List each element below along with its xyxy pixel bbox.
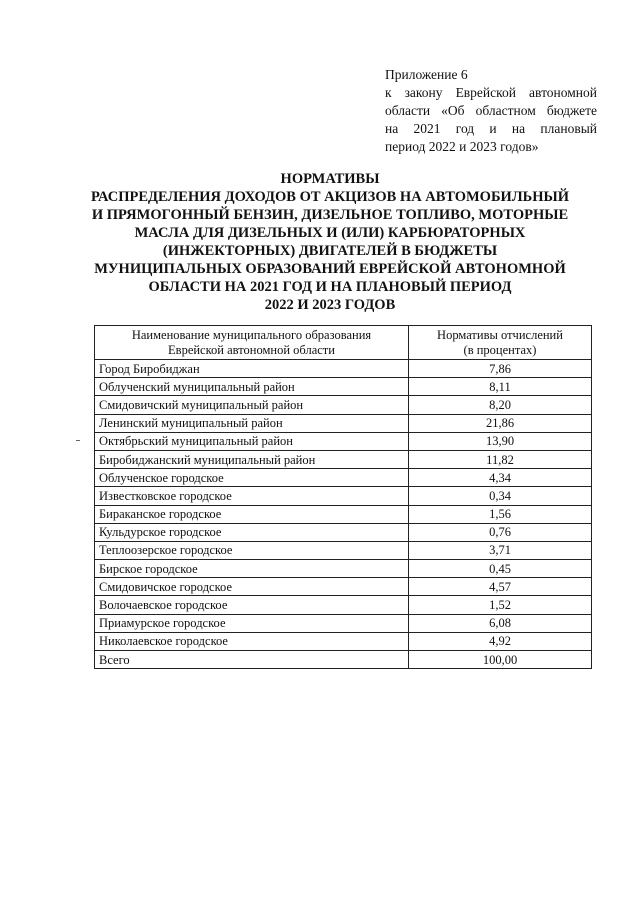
municipality-name: Известковское городское [95, 487, 409, 505]
table-row [95, 378, 592, 396]
annex-text-line: к закону Еврейской автономной [385, 85, 597, 100]
municipality-name: Смидовичское городское [95, 578, 409, 596]
scan-artifact [76, 440, 80, 441]
title-line: МУНИЦИПАЛЬНЫХ ОБРАЗОВАНИЙ ЕВРЕЙСКОЙ АВТОНОМНОЙ [94, 261, 566, 277]
column-header-name-line: Еврейской автономной области [168, 342, 335, 357]
allocation-percent: 1,52 [409, 596, 592, 614]
municipality-name: Всего [95, 651, 409, 669]
allocation-percent: 4,92 [409, 632, 592, 650]
annex-text-line: период 2022 и 2023 годов» [385, 139, 539, 154]
municipality-name: Кульдурское городское [95, 523, 409, 541]
allocation-percent: 8,20 [409, 396, 592, 414]
annex-text-line: области «Об областном бюджете [385, 103, 597, 118]
column-header-value-line: Нормативы отчислений [437, 327, 563, 342]
allocation-percent: 100,00 [409, 651, 592, 669]
title-line: (ИНЖЕКТОРНЫХ) ДВИГАТЕЛЕЙ В БЮДЖЕТЫ [162, 243, 498, 259]
annex-text-line: на 2021 год и на плановый [385, 121, 597, 136]
column-header-name [95, 326, 409, 360]
title-line: НОРМАТИВЫ [280, 171, 380, 187]
table-row [95, 541, 592, 559]
allocation-percent: 0,76 [409, 523, 592, 541]
allocation-percent: 7,86 [409, 360, 592, 378]
column-header-value-line: (в процентах) [463, 342, 537, 357]
table-row [95, 578, 592, 596]
table-row [95, 505, 592, 523]
title-line: МАСЛА ДЛЯ ДИЗЕЛЬНЫХ И (ИЛИ) КАРБЮРАТОРНЫХ [134, 225, 526, 241]
municipality-name: Смидовичский муниципальный район [95, 396, 409, 414]
title-line: 2022 И 2023 ГОДОВ [264, 297, 396, 313]
table-row [95, 614, 592, 632]
municipality-name: Биробиджанский муниципальный район [95, 450, 409, 468]
municipality-name: Октябрьский муниципальный район [95, 432, 409, 450]
document-title [60, 170, 600, 314]
municipality-name: Теплоозерское городское [95, 541, 409, 559]
column-header-value [409, 326, 592, 360]
municipality-name: Николаевское городское [95, 632, 409, 650]
allocation-percent: 0,45 [409, 560, 592, 578]
column-header-name-line: Наименование муниципального образования [131, 327, 372, 342]
allocation-percent: 4,34 [409, 469, 592, 487]
table-total-row [95, 651, 592, 669]
allocation-percent: 8,11 [409, 378, 592, 396]
title-line: ОБЛАСТИ НА 2021 ГОД И НА ПЛАНОВЫЙ ПЕРИОД [148, 279, 512, 295]
table-row [95, 450, 592, 468]
allocation-percent: 11,82 [409, 450, 592, 468]
table-row [95, 469, 592, 487]
annex-reference [385, 66, 597, 156]
municipality-name: Волочаевское городское [95, 596, 409, 614]
municipality-name: Бирское городское [95, 560, 409, 578]
municipality-name: Город Биробиджан [95, 360, 409, 378]
allocation-percent: 6,08 [409, 614, 592, 632]
municipality-name: Облученский муниципальный район [95, 378, 409, 396]
table-row [95, 396, 592, 414]
table-row [95, 523, 592, 541]
allocation-percent: 3,71 [409, 541, 592, 559]
allocation-percent: 0,34 [409, 487, 592, 505]
municipality-name: Ленинский муниципальный район [95, 414, 409, 432]
table-row [95, 632, 592, 650]
table-row [95, 487, 592, 505]
municipality-name: Приамурское городское [95, 614, 409, 632]
allocation-percent: 13,90 [409, 432, 592, 450]
table-header-row [95, 326, 592, 360]
table-row [95, 432, 592, 450]
table-row [95, 414, 592, 432]
table-row [95, 596, 592, 614]
municipality-name: Бираканское городское [95, 505, 409, 523]
table-body [95, 360, 592, 669]
allocation-table [94, 325, 592, 669]
table-row [95, 560, 592, 578]
allocation-percent: 21,86 [409, 414, 592, 432]
allocation-percent: 1,56 [409, 505, 592, 523]
annex-number: Приложение 6 [385, 67, 468, 82]
table-row [95, 360, 592, 378]
municipality-name: Облученское городское [95, 469, 409, 487]
title-line: И ПРЯМОГОННЫЙ БЕНЗИН, ДИЗЕЛЬНОЕ ТОПЛИВО, МОТОРНЫЕ [91, 207, 569, 223]
title-line: РАСПРЕДЕЛЕНИЯ ДОХОДОВ ОТ АКЦИЗОВ НА АВТОМОБИЛЬНЫЙ [90, 189, 570, 205]
allocation-percent: 4,57 [409, 578, 592, 596]
